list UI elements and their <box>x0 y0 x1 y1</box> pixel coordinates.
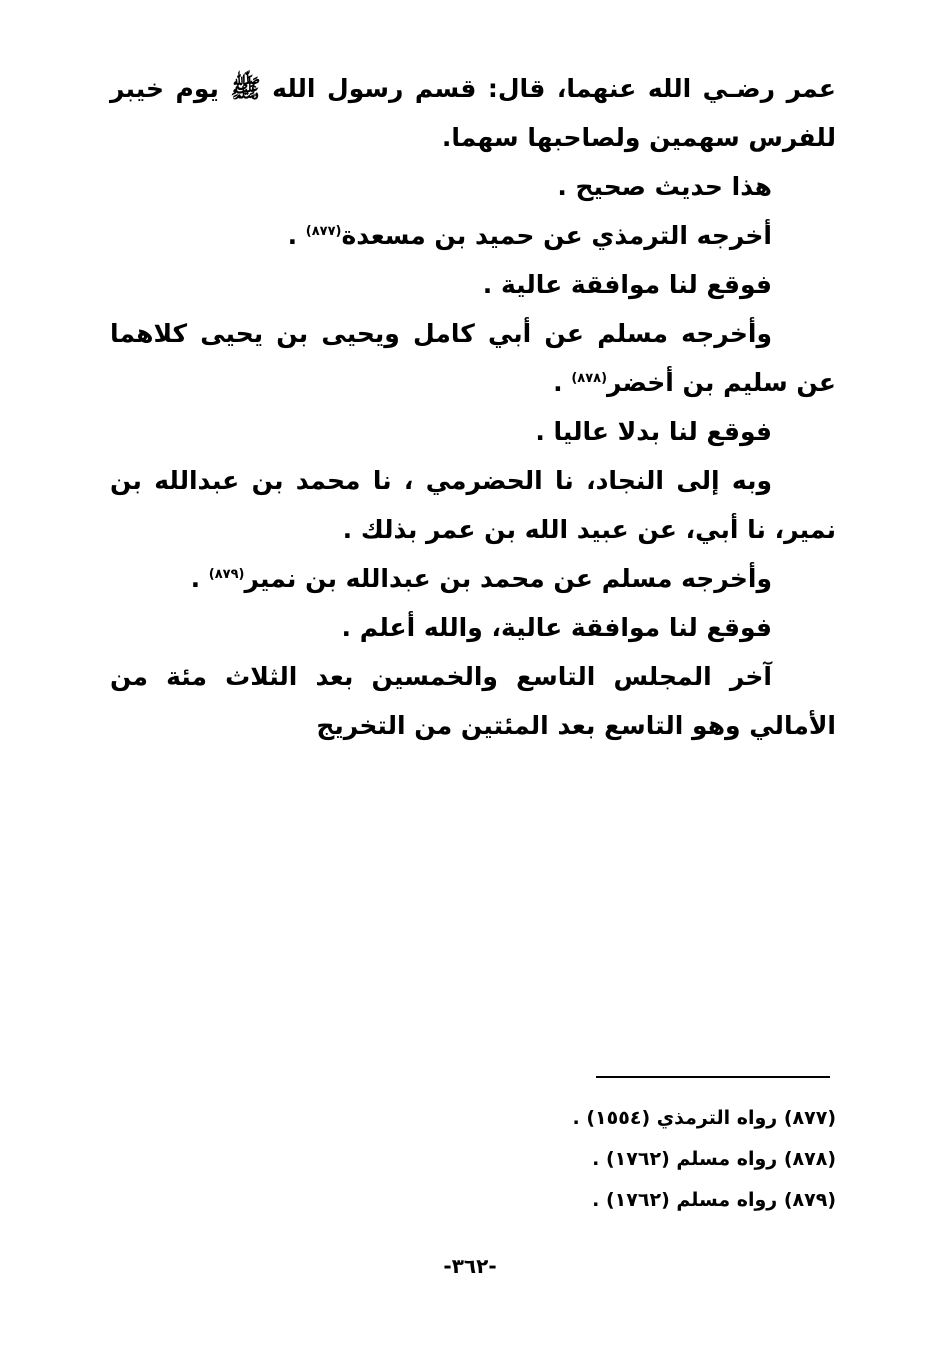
footnote: (٨٧٨) رواه مسلم (١٧٦٢) . <box>592 1148 836 1170</box>
footnote: (٨٧٩) رواه مسلم (١٧٦٢) . <box>592 1189 836 1211</box>
footnote-marker: (٨٧٧) <box>305 224 342 239</box>
footnote-marker: (٨٧٩) <box>208 567 245 582</box>
footnote: (٨٧٧) رواه الترمذي (١٥٥٤) . <box>572 1107 836 1129</box>
paragraph: فوقع لنا موافقة عالية، والله أعلم . <box>341 613 772 642</box>
paragraph: فوقع لنا بدلا عاليا . <box>535 417 772 446</box>
paragraph: هذا حديث صحيح . <box>557 172 772 201</box>
paragraph: وأخرجه مسلم عن أبي كامل ويحيى بن يحيى كلاهما عن سليم بن أخضر$^{(٨٧٨)}$ . <box>110 319 836 397</box>
paragraph: وأخرجه مسلم عن محمد بن عبدالله بن نمير$^{(٨٧٩)}$ . <box>190 564 772 593</box>
paragraph: أخرجه الترمذي عن حميد بن مسعدة$^{(٨٧٧)}$ . <box>287 221 772 250</box>
footnotes <box>420 1098 836 1221</box>
paragraph: آخر المجلس التاسع والخمسين بعد الثلاث مئة من الأمالي وهو التاسع بعد المئتين من التخريج <box>110 662 836 740</box>
footnote-divider <box>596 1076 830 1078</box>
paragraph: فوقع لنا موافقة عالية . <box>482 270 772 299</box>
body-text <box>110 64 836 750</box>
paragraph: وبه إلى النجاد، نا الحضرمي ، نا محمد بن عبدالله بن نمير، نا أبي، عن عبيد الله بن عمر بذلك . <box>110 466 836 544</box>
paragraph: عمر رضـي الله عنهما، قال: قسم رسول الله ﷺ يوم خيبر للفرس سهمين ولصاحبها سهما. <box>110 74 836 152</box>
page-number: -٣٦٢- <box>443 1254 497 1278</box>
footnote-marker: (٨٧٨) <box>571 371 608 386</box>
